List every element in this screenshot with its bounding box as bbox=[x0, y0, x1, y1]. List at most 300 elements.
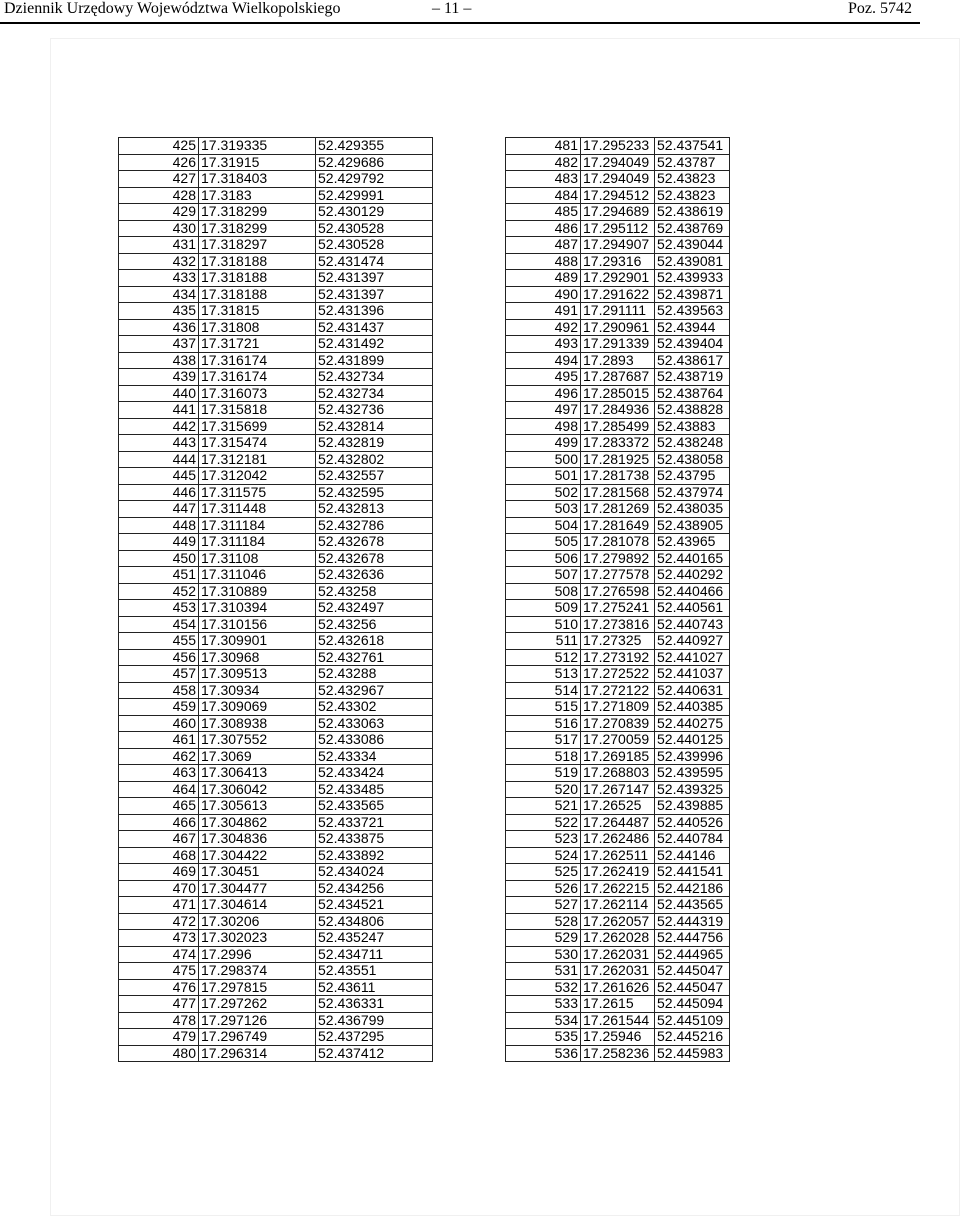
longitude-cell: 17.302023 bbox=[199, 930, 316, 947]
point-number-cell: 484 bbox=[506, 187, 581, 204]
point-number-cell: 446 bbox=[119, 484, 199, 501]
point-number-cell: 534 bbox=[506, 1012, 581, 1029]
longitude-cell: 17.309513 bbox=[199, 666, 316, 683]
point-number-cell: 429 bbox=[119, 204, 199, 221]
point-number-cell: 528 bbox=[506, 913, 581, 930]
longitude-cell: 17.271809 bbox=[581, 699, 655, 716]
page-header bbox=[0, 0, 920, 24]
table-row bbox=[506, 253, 730, 270]
table-row bbox=[506, 781, 730, 798]
longitude-cell: 17.281649 bbox=[581, 517, 655, 534]
point-number-cell: 487 bbox=[506, 237, 581, 254]
point-number-cell: 503 bbox=[506, 501, 581, 518]
table-row bbox=[506, 864, 730, 881]
point-number-cell: 447 bbox=[119, 501, 199, 518]
point-number-cell: 509 bbox=[506, 600, 581, 617]
table-row bbox=[506, 517, 730, 534]
table-row bbox=[119, 303, 433, 320]
latitude-cell: 52.439885 bbox=[655, 798, 730, 815]
latitude-cell: 52.439081 bbox=[655, 253, 730, 270]
longitude-cell: 17.291622 bbox=[581, 286, 655, 303]
longitude-cell: 17.291339 bbox=[581, 336, 655, 353]
point-number-cell: 453 bbox=[119, 600, 199, 617]
table-row bbox=[119, 1045, 433, 1062]
table-row bbox=[506, 699, 730, 716]
table-row bbox=[119, 138, 433, 155]
point-number-cell: 438 bbox=[119, 352, 199, 369]
longitude-cell: 17.262031 bbox=[581, 963, 655, 980]
table-row bbox=[119, 501, 433, 518]
point-number-cell: 428 bbox=[119, 187, 199, 204]
table-row bbox=[506, 171, 730, 188]
longitude-cell: 17.275241 bbox=[581, 600, 655, 617]
longitude-cell: 17.318297 bbox=[199, 237, 316, 254]
table-row bbox=[506, 534, 730, 551]
latitude-cell: 52.43787 bbox=[655, 154, 730, 171]
longitude-cell: 17.304836 bbox=[199, 831, 316, 848]
table-row bbox=[119, 979, 433, 996]
table-row bbox=[119, 897, 433, 914]
table-row bbox=[506, 748, 730, 765]
longitude-cell: 17.2996 bbox=[199, 946, 316, 963]
table-row bbox=[506, 979, 730, 996]
table-row bbox=[119, 534, 433, 551]
point-number-cell: 504 bbox=[506, 517, 581, 534]
point-number-cell: 526 bbox=[506, 880, 581, 897]
table-row bbox=[506, 666, 730, 683]
longitude-cell: 17.296749 bbox=[199, 1029, 316, 1046]
longitude-cell: 17.283372 bbox=[581, 435, 655, 452]
table-row bbox=[119, 171, 433, 188]
latitude-cell: 52.433086 bbox=[316, 732, 433, 749]
point-number-cell: 454 bbox=[119, 616, 199, 633]
latitude-cell: 52.431396 bbox=[316, 303, 433, 320]
point-number-cell: 527 bbox=[506, 897, 581, 914]
longitude-cell: 17.262031 bbox=[581, 946, 655, 963]
table-row bbox=[119, 154, 433, 171]
point-number-cell: 444 bbox=[119, 451, 199, 468]
latitude-cell: 52.430129 bbox=[316, 204, 433, 221]
point-number-cell: 498 bbox=[506, 418, 581, 435]
longitude-cell: 17.308938 bbox=[199, 715, 316, 732]
point-number-cell: 518 bbox=[506, 748, 581, 765]
table-row bbox=[119, 600, 433, 617]
longitude-cell: 17.318403 bbox=[199, 171, 316, 188]
table-row bbox=[119, 336, 433, 353]
latitude-cell: 52.43288 bbox=[316, 666, 433, 683]
longitude-cell: 17.292901 bbox=[581, 270, 655, 287]
point-number-cell: 433 bbox=[119, 270, 199, 287]
latitude-cell: 52.438764 bbox=[655, 385, 730, 402]
point-number-cell: 486 bbox=[506, 220, 581, 237]
table-row bbox=[119, 765, 433, 782]
longitude-cell: 17.273816 bbox=[581, 616, 655, 633]
latitude-cell: 52.432802 bbox=[316, 451, 433, 468]
point-number-cell: 500 bbox=[506, 451, 581, 468]
point-number-cell: 508 bbox=[506, 583, 581, 600]
longitude-cell: 17.26525 bbox=[581, 798, 655, 815]
latitude-cell: 52.43823 bbox=[655, 171, 730, 188]
latitude-cell: 52.440275 bbox=[655, 715, 730, 732]
latitude-cell: 52.429991 bbox=[316, 187, 433, 204]
latitude-cell: 52.438905 bbox=[655, 517, 730, 534]
latitude-cell: 52.43258 bbox=[316, 583, 433, 600]
latitude-cell: 52.440526 bbox=[655, 814, 730, 831]
latitude-cell: 52.441037 bbox=[655, 666, 730, 683]
longitude-cell: 17.261626 bbox=[581, 979, 655, 996]
point-number-cell: 513 bbox=[506, 666, 581, 683]
latitude-cell: 52.434521 bbox=[316, 897, 433, 914]
table-row bbox=[119, 220, 433, 237]
latitude-cell: 52.43965 bbox=[655, 534, 730, 551]
table-row bbox=[506, 616, 730, 633]
latitude-cell: 52.432786 bbox=[316, 517, 433, 534]
point-number-cell: 472 bbox=[119, 913, 199, 930]
point-number-cell: 468 bbox=[119, 847, 199, 864]
latitude-cell: 52.440466 bbox=[655, 583, 730, 600]
table-row bbox=[506, 913, 730, 930]
longitude-cell: 17.281738 bbox=[581, 468, 655, 485]
latitude-cell: 52.432734 bbox=[316, 385, 433, 402]
longitude-cell: 17.272122 bbox=[581, 682, 655, 699]
page-number: – 11 – bbox=[432, 0, 472, 17]
table-row bbox=[119, 847, 433, 864]
latitude-cell: 52.43883 bbox=[655, 418, 730, 435]
latitude-cell: 52.439933 bbox=[655, 270, 730, 287]
latitude-cell: 52.432636 bbox=[316, 567, 433, 584]
longitude-cell: 17.272522 bbox=[581, 666, 655, 683]
latitude-cell: 52.432678 bbox=[316, 550, 433, 567]
point-number-cell: 451 bbox=[119, 567, 199, 584]
point-number-cell: 524 bbox=[506, 847, 581, 864]
latitude-cell: 52.440561 bbox=[655, 600, 730, 617]
table-row bbox=[119, 402, 433, 419]
latitude-cell: 52.431899 bbox=[316, 352, 433, 369]
latitude-cell: 52.439325 bbox=[655, 781, 730, 798]
latitude-cell: 52.43795 bbox=[655, 468, 730, 485]
point-number-cell: 521 bbox=[506, 798, 581, 815]
longitude-cell: 17.258236 bbox=[581, 1045, 655, 1062]
longitude-cell: 17.262028 bbox=[581, 930, 655, 947]
latitude-cell: 52.432761 bbox=[316, 649, 433, 666]
coordinates-table-left bbox=[118, 137, 433, 1062]
longitude-cell: 17.309069 bbox=[199, 699, 316, 716]
latitude-cell: 52.432595 bbox=[316, 484, 433, 501]
longitude-cell: 17.31815 bbox=[199, 303, 316, 320]
latitude-cell: 52.437412 bbox=[316, 1045, 433, 1062]
longitude-cell: 17.295233 bbox=[581, 138, 655, 155]
table-row bbox=[506, 270, 730, 287]
latitude-cell: 52.444965 bbox=[655, 946, 730, 963]
table-row bbox=[119, 814, 433, 831]
point-number-cell: 437 bbox=[119, 336, 199, 353]
table-row bbox=[506, 501, 730, 518]
table-row bbox=[506, 418, 730, 435]
latitude-cell: 52.429686 bbox=[316, 154, 433, 171]
latitude-cell: 52.434711 bbox=[316, 946, 433, 963]
point-number-cell: 461 bbox=[119, 732, 199, 749]
point-number-cell: 455 bbox=[119, 633, 199, 650]
table-row bbox=[119, 633, 433, 650]
longitude-cell: 17.262486 bbox=[581, 831, 655, 848]
table-row bbox=[119, 369, 433, 386]
table-row bbox=[119, 352, 433, 369]
longitude-cell: 17.312042 bbox=[199, 468, 316, 485]
table-row bbox=[119, 1029, 433, 1046]
point-number-cell: 501 bbox=[506, 468, 581, 485]
table-row bbox=[506, 204, 730, 221]
table-row bbox=[119, 435, 433, 452]
latitude-cell: 52.442186 bbox=[655, 880, 730, 897]
longitude-cell: 17.281925 bbox=[581, 451, 655, 468]
longitude-cell: 17.27325 bbox=[581, 633, 655, 650]
point-number-cell: 452 bbox=[119, 583, 199, 600]
table-row bbox=[119, 385, 433, 402]
point-number-cell: 457 bbox=[119, 666, 199, 683]
longitude-cell: 17.297815 bbox=[199, 979, 316, 996]
longitude-cell: 17.29316 bbox=[581, 253, 655, 270]
table-row bbox=[119, 913, 433, 930]
table-row bbox=[119, 715, 433, 732]
latitude-cell: 52.440784 bbox=[655, 831, 730, 848]
point-number-cell: 517 bbox=[506, 732, 581, 749]
longitude-cell: 17.267147 bbox=[581, 781, 655, 798]
longitude-cell: 17.318299 bbox=[199, 204, 316, 221]
longitude-cell: 17.304477 bbox=[199, 880, 316, 897]
point-number-cell: 497 bbox=[506, 402, 581, 419]
latitude-cell: 52.439996 bbox=[655, 748, 730, 765]
longitude-cell: 17.304614 bbox=[199, 897, 316, 914]
table-row bbox=[506, 798, 730, 815]
point-number-cell: 530 bbox=[506, 946, 581, 963]
latitude-cell: 52.432967 bbox=[316, 682, 433, 699]
latitude-cell: 52.441027 bbox=[655, 649, 730, 666]
longitude-cell: 17.262511 bbox=[581, 847, 655, 864]
point-number-cell: 507 bbox=[506, 567, 581, 584]
longitude-cell: 17.294049 bbox=[581, 171, 655, 188]
longitude-cell: 17.297262 bbox=[199, 996, 316, 1013]
table-row bbox=[119, 270, 433, 287]
table-row bbox=[506, 468, 730, 485]
longitude-cell: 17.304862 bbox=[199, 814, 316, 831]
latitude-cell: 52.439563 bbox=[655, 303, 730, 320]
point-number-cell: 489 bbox=[506, 270, 581, 287]
latitude-cell: 52.433875 bbox=[316, 831, 433, 848]
latitude-cell: 52.439871 bbox=[655, 286, 730, 303]
latitude-cell: 52.444756 bbox=[655, 930, 730, 947]
point-number-cell: 473 bbox=[119, 930, 199, 947]
latitude-cell: 52.431474 bbox=[316, 253, 433, 270]
table-row bbox=[506, 633, 730, 650]
longitude-cell: 17.270059 bbox=[581, 732, 655, 749]
point-number-cell: 514 bbox=[506, 682, 581, 699]
latitude-cell: 52.440927 bbox=[655, 633, 730, 650]
table-row bbox=[506, 451, 730, 468]
table-row bbox=[506, 352, 730, 369]
point-number-cell: 434 bbox=[119, 286, 199, 303]
table-row bbox=[119, 237, 433, 254]
longitude-cell: 17.31721 bbox=[199, 336, 316, 353]
table-row bbox=[506, 583, 730, 600]
longitude-cell: 17.295112 bbox=[581, 220, 655, 237]
longitude-cell: 17.291111 bbox=[581, 303, 655, 320]
latitude-cell: 52.434256 bbox=[316, 880, 433, 897]
point-number-cell: 442 bbox=[119, 418, 199, 435]
longitude-cell: 17.262114 bbox=[581, 897, 655, 914]
point-number-cell: 449 bbox=[119, 534, 199, 551]
table-row bbox=[119, 616, 433, 633]
point-number-cell: 490 bbox=[506, 286, 581, 303]
longitude-cell: 17.316174 bbox=[199, 352, 316, 369]
latitude-cell: 52.440125 bbox=[655, 732, 730, 749]
table-row bbox=[506, 435, 730, 452]
longitude-cell: 17.298374 bbox=[199, 963, 316, 980]
latitude-cell: 52.432736 bbox=[316, 402, 433, 419]
latitude-cell: 52.434806 bbox=[316, 913, 433, 930]
longitude-cell: 17.318188 bbox=[199, 286, 316, 303]
table-row bbox=[506, 402, 730, 419]
table-row bbox=[506, 880, 730, 897]
table-row bbox=[119, 418, 433, 435]
table-row bbox=[506, 831, 730, 848]
publication-title: Dziennik Urzędowy Województwa Wielkopolskiego bbox=[4, 0, 341, 17]
point-number-cell: 482 bbox=[506, 154, 581, 171]
longitude-cell: 17.262419 bbox=[581, 864, 655, 881]
latitude-cell: 52.440165 bbox=[655, 550, 730, 567]
latitude-cell: 52.438058 bbox=[655, 451, 730, 468]
longitude-cell: 17.311046 bbox=[199, 567, 316, 584]
point-number-cell: 426 bbox=[119, 154, 199, 171]
table-row bbox=[119, 798, 433, 815]
longitude-cell: 17.269185 bbox=[581, 748, 655, 765]
latitude-cell: 52.439404 bbox=[655, 336, 730, 353]
table-row bbox=[119, 963, 433, 980]
table-row bbox=[506, 567, 730, 584]
point-number-cell: 479 bbox=[119, 1029, 199, 1046]
latitude-cell: 52.433721 bbox=[316, 814, 433, 831]
latitude-cell: 52.438035 bbox=[655, 501, 730, 518]
latitude-cell: 52.437974 bbox=[655, 484, 730, 501]
longitude-cell: 17.315699 bbox=[199, 418, 316, 435]
table-row bbox=[119, 682, 433, 699]
point-number-cell: 467 bbox=[119, 831, 199, 848]
longitude-cell: 17.285499 bbox=[581, 418, 655, 435]
longitude-cell: 17.276598 bbox=[581, 583, 655, 600]
longitude-cell: 17.306042 bbox=[199, 781, 316, 798]
longitude-cell: 17.273192 bbox=[581, 649, 655, 666]
point-number-cell: 481 bbox=[506, 138, 581, 155]
table-row bbox=[119, 699, 433, 716]
longitude-cell: 17.294689 bbox=[581, 204, 655, 221]
latitude-cell: 52.445047 bbox=[655, 979, 730, 996]
table-row bbox=[119, 583, 433, 600]
longitude-cell: 17.31108 bbox=[199, 550, 316, 567]
point-number-cell: 511 bbox=[506, 633, 581, 650]
table-row bbox=[506, 600, 730, 617]
latitude-cell: 52.443565 bbox=[655, 897, 730, 914]
point-number-cell: 493 bbox=[506, 336, 581, 353]
longitude-cell: 17.304422 bbox=[199, 847, 316, 864]
point-number-cell: 430 bbox=[119, 220, 199, 237]
point-number-cell: 478 bbox=[119, 1012, 199, 1029]
table-row bbox=[119, 204, 433, 221]
latitude-cell: 52.432618 bbox=[316, 633, 433, 650]
longitude-cell: 17.296314 bbox=[199, 1045, 316, 1062]
latitude-cell: 52.432497 bbox=[316, 600, 433, 617]
longitude-cell: 17.2893 bbox=[581, 352, 655, 369]
point-number-cell: 462 bbox=[119, 748, 199, 765]
point-number-cell: 536 bbox=[506, 1045, 581, 1062]
table-row bbox=[506, 946, 730, 963]
latitude-cell: 52.445094 bbox=[655, 996, 730, 1013]
table-row bbox=[506, 930, 730, 947]
latitude-cell: 52.43302 bbox=[316, 699, 433, 716]
point-number-cell: 494 bbox=[506, 352, 581, 369]
longitude-cell: 17.2615 bbox=[581, 996, 655, 1013]
table-row bbox=[506, 220, 730, 237]
latitude-cell: 52.433565 bbox=[316, 798, 433, 815]
point-number-cell: 431 bbox=[119, 237, 199, 254]
longitude-cell: 17.262057 bbox=[581, 913, 655, 930]
longitude-cell: 17.306413 bbox=[199, 765, 316, 782]
latitude-cell: 52.432814 bbox=[316, 418, 433, 435]
point-number-cell: 448 bbox=[119, 517, 199, 534]
latitude-cell: 52.430528 bbox=[316, 237, 433, 254]
point-number-cell: 535 bbox=[506, 1029, 581, 1046]
longitude-cell: 17.281568 bbox=[581, 484, 655, 501]
latitude-cell: 52.440631 bbox=[655, 682, 730, 699]
table-row bbox=[119, 484, 433, 501]
table-row bbox=[506, 187, 730, 204]
latitude-cell: 52.439595 bbox=[655, 765, 730, 782]
longitude-cell: 17.261544 bbox=[581, 1012, 655, 1029]
point-number-cell: 441 bbox=[119, 402, 199, 419]
longitude-cell: 17.305613 bbox=[199, 798, 316, 815]
table-row bbox=[119, 781, 433, 798]
latitude-cell: 52.435247 bbox=[316, 930, 433, 947]
latitude-cell: 52.438617 bbox=[655, 352, 730, 369]
table-row bbox=[506, 385, 730, 402]
latitude-cell: 52.43823 bbox=[655, 187, 730, 204]
point-number-cell: 427 bbox=[119, 171, 199, 188]
latitude-cell: 52.438619 bbox=[655, 204, 730, 221]
latitude-cell: 52.432813 bbox=[316, 501, 433, 518]
latitude-cell: 52.43256 bbox=[316, 616, 433, 633]
point-number-cell: 499 bbox=[506, 435, 581, 452]
point-number-cell: 460 bbox=[119, 715, 199, 732]
table-row bbox=[119, 187, 433, 204]
point-number-cell: 485 bbox=[506, 204, 581, 221]
longitude-cell: 17.311184 bbox=[199, 517, 316, 534]
longitude-cell: 17.318188 bbox=[199, 270, 316, 287]
latitude-cell: 52.441541 bbox=[655, 864, 730, 881]
table-row bbox=[119, 468, 433, 485]
longitude-cell: 17.316073 bbox=[199, 385, 316, 402]
point-number-cell: 450 bbox=[119, 550, 199, 567]
longitude-cell: 17.281078 bbox=[581, 534, 655, 551]
table-row bbox=[119, 996, 433, 1013]
table-row bbox=[506, 303, 730, 320]
point-number-cell: 492 bbox=[506, 319, 581, 336]
latitude-cell: 52.432734 bbox=[316, 369, 433, 386]
point-number-cell: 458 bbox=[119, 682, 199, 699]
table-row bbox=[119, 880, 433, 897]
table-row bbox=[119, 567, 433, 584]
latitude-cell: 52.440743 bbox=[655, 616, 730, 633]
latitude-cell: 52.439044 bbox=[655, 237, 730, 254]
longitude-cell: 17.310889 bbox=[199, 583, 316, 600]
longitude-cell: 17.316174 bbox=[199, 369, 316, 386]
